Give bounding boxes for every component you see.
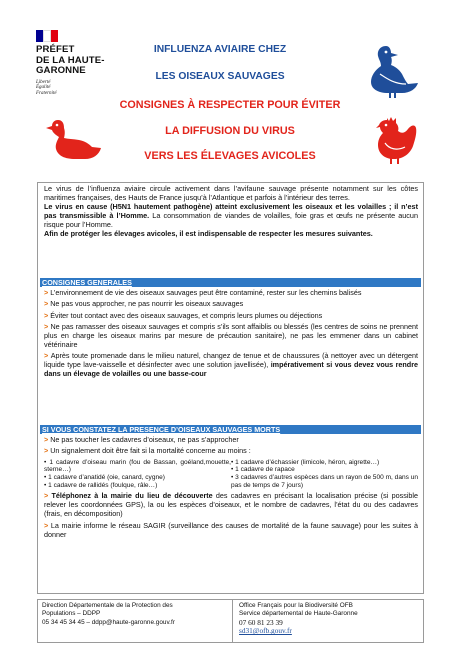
list-item: > Ne pas vous approcher, ne pas nourrir les oiseaux sauvages [44, 299, 244, 309]
subtitle-line-3: VERS LES ÉLEVAGES AVICOLES [144, 150, 316, 162]
list-item: > Après toute promenade dans le milieu naturel, changez de tenue et de chaussures (à nettoyer avec un détergent liquide type lave-vaisselle et désinfecter avec une solution javellisée), impérativement si vous devez vous rendre dans un élevage de volailles ou une basse-cour [44, 351, 418, 378]
arrow-icon: > [44, 288, 51, 297]
hen-icon [369, 115, 419, 167]
flag-blue-band [36, 30, 43, 42]
criteria-item: • 3 cadavres d’autres espèces dans un rayon de 500 m, dans un pas de temps de 7 jours) [231, 474, 418, 489]
criteria-item: • 1 cadavre d’oiseau marin (fou de Bassan, goéland,mouette, sterne…) [44, 458, 231, 474]
subtitle-line-2: LA DIFFUSION DU VIRUS [165, 125, 295, 137]
list-item: > Ne pas toucher les cadavres d’oiseaux, ne pas s’approcher [44, 435, 239, 444]
arrow-icon: > [44, 491, 52, 501]
ddpp-contact: Direction Départementale de la Protection des Populations – DDPP 05 34 45 34 45 – ddpp@haute-garonne.gouv.fr [42, 602, 175, 626]
republic-motto: Liberté Égalité Fraternité [36, 79, 57, 96]
flag-red-band [51, 30, 58, 42]
prefecture-logo [36, 30, 116, 96]
criteria-item: • 1 cadavre de rapace [231, 466, 295, 474]
footer-divider [232, 600, 233, 642]
list-item: > Téléphonez à la mairie du lieu de découverte des cadavres en précisant la localisation précise (si possible relever les coordonnées GPS), la ou les espèces d’oiseaux, et le nombre de cadavres, l’état du ou des cadavres (frais, en décomposition) [44, 491, 418, 519]
contact-footer [37, 599, 424, 643]
arrow-icon: > [44, 435, 51, 444]
arrow-icon: > [44, 351, 51, 360]
seagull-icon [362, 38, 424, 100]
general-guidelines-list [44, 289, 418, 381]
ofb-phone: 07 60 81 23 39 [239, 617, 283, 627]
criteria-item: • 1 cadavre d’anatidé (oie, canard, cygne) [44, 473, 165, 481]
arrow-icon: > [44, 321, 51, 331]
criteria-item: • 1 cadavre d’échassier (limicole, héron, aigrette…) [231, 458, 380, 466]
arrow-icon: > [44, 520, 51, 530]
list-item: > Éviter tout contact avec des oiseaux sauvages, et compris leurs plumes ou déjections [44, 310, 323, 320]
dead-birds-list [44, 436, 418, 542]
section-heading-general: CONSIGNES GENERALES [40, 278, 421, 287]
arrow-icon: > [44, 310, 51, 320]
intro-paragraph-1: Le virus de l’influenza aviaire circule activement dans l’avifaune sauvage présente notamment sur les côtes maritimes françaises, des Hauts de France jusqu’à l’Atlantique et parfois à l’intérieur des terres. [44, 184, 418, 202]
intro-text [44, 185, 418, 238]
arrow-icon: > [44, 299, 51, 309]
french-flag-icon [36, 30, 58, 42]
arrow-icon: > [44, 446, 51, 456]
criteria-right-column [231, 459, 418, 490]
intro-paragraph-3: Afin de protéger les élevages avicoles, il est indispensable de respecter les mesures suivantes. [44, 228, 373, 238]
content-box [37, 182, 424, 594]
criteria-item: • 1 cadavre de rallidés (foulque, râle…) [44, 481, 158, 489]
criteria-left-column [44, 459, 231, 490]
subtitle-line-1: CONSIGNES À RESPECTER POUR ÉVITER [119, 99, 341, 111]
title-line-2: LES OISEAUX SAUVAGES [155, 71, 285, 82]
list-item: > Ne pas ramasser des oiseaux sauvages et compris s’ils sont affaiblis ou blessés (les centres de soins ne prennent plus en charge les oiseaux marins par mesure de précaution sanitaire), ne pas les emmener dans un cabinet vétérinaire [44, 321, 419, 349]
list-item: > La mairie informe le réseau SAGIR (surveillance des causes de mortalité de la faune sauvage) pour les suites à donner [44, 520, 418, 539]
title-line-1: INFLUENZA AVIAIRE CHEZ [153, 44, 287, 55]
prefecture-name: PRÉFET DE LA HAUTE- GARONNE [36, 44, 105, 76]
ofb-email-link[interactable]: sd31@ofb.gouv.fr [239, 626, 292, 636]
list-item: > L’environnement de vie des oiseaux sauvages peut être contaminé, rester sur les chemins balisés [44, 288, 362, 297]
intro-paragraph-2: Le virus en cause (H5N1 hautement pathogène) atteint exclusivement les oiseaux et les volailles ; il n’est pas transmissible à l’Homme. La consommation de viandes de volailles, foie gras et œufs ne présente aucun risque pour l’Homme. [44, 201, 418, 229]
mortality-criteria [44, 459, 418, 490]
section-heading-dead-birds: SI VOUS CONSTATEZ LA PRESENCE D’OISEAUX SAUVAGES MORTS [40, 425, 421, 434]
flag-white-band [43, 30, 52, 42]
list-item: > Un signalement doit être fait si la mortalité concerne au moins : [44, 446, 251, 456]
ofb-contact: Office Français pour la Biodiversité OFB Service départemental de Haute-Garonne 07 60 81 23 39 sd31@ofb.gouv.fr [239, 602, 419, 636]
